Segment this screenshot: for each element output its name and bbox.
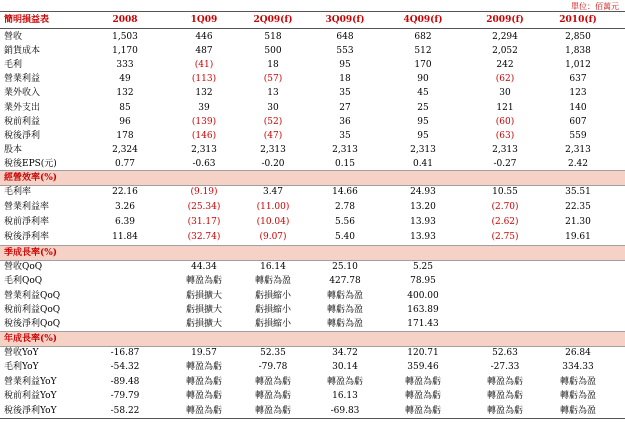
table-cell: 13.93 [410,217,436,227]
table-cell: 512 [414,46,432,57]
table-cell: 132 [195,88,213,99]
table-cell: -79.79 [110,391,140,402]
table-cell: 163.89 [407,304,439,315]
table-cell: (139) [191,116,217,127]
row-label: 稅後淨利QoQ [4,319,61,330]
table-cell: 559 [569,130,587,141]
table-cell: 11.84 [112,232,138,242]
table-cell [475,316,535,332]
table-cell: (146) [191,130,217,141]
unit-note: 單位：佰萬元 [571,2,619,11]
table-cell: 虧損擴大 [185,290,222,301]
table-cell: 52.63 [492,348,518,358]
row-label: 稅後淨利 [4,130,41,141]
table-cell: 2,313 [565,144,591,155]
table-cell: (60) [495,116,515,127]
table-cell: 45 [417,88,429,99]
table-cell: -79.78 [258,362,288,373]
table-cell: 1,012 [565,60,591,71]
row-label: 業外支出 [4,102,41,113]
row-label: 稅後淨利YoY [4,405,57,416]
col-header: 4Q09(f) [403,15,443,25]
table-cell: 27 [339,102,351,113]
row-label: 稅後EPS(元) [4,158,57,169]
table-cell: 21.30 [565,217,591,227]
table-cell: 90 [417,74,429,85]
table-cell: 轉虧為盈 [326,319,363,330]
table-row [0,229,625,245]
table-cell: (32.74) [187,232,221,242]
table-cell: 26.84 [565,348,591,358]
row-label: 稅前利益QoQ [4,304,61,315]
table-cell: 轉盈為虧 [486,376,523,387]
table-cell: 140 [569,102,587,113]
table-cell: 2,313 [410,144,436,155]
table-bottom-rule [0,418,625,419]
table-cell: 18 [339,74,351,85]
table-cell: 44.34 [191,262,217,272]
table-cell: 25.10 [332,262,358,272]
table-cell: 78.95 [410,276,436,287]
table-cell: 虧損縮小 [254,304,291,315]
table-cell: 轉盈為虧 [404,391,441,402]
table-cell: (57) [263,74,283,85]
table-cell: 轉盈為虧 [185,391,222,402]
section-title: 年成長率(%) [4,334,58,344]
section-title: 季成長率(%) [4,248,58,258]
table-cell: (62) [495,74,515,85]
row-label: 稅前淨利率 [4,217,50,227]
table-cell: 95 [417,130,429,141]
table-cell: 虧損縮小 [254,290,291,301]
table-cell: 6.39 [114,217,136,227]
table-cell: 2,313 [260,144,286,155]
table-cell: (47) [263,130,283,141]
table-cell: (63) [495,130,515,141]
row-label: 營業利益QoQ [4,290,61,301]
table-cell: 52.35 [260,348,286,358]
table-cell: 178 [116,130,134,141]
table-row [0,316,625,332]
table-cell: (113) [191,74,217,85]
table-cell: (9.07) [259,232,287,242]
table-cell: 轉盈為虧 [404,405,441,416]
table-cell: -0.63 [192,158,216,169]
table-cell: 2,313 [191,144,217,155]
table-cell: -58.22 [110,405,140,416]
table-cell: 2,294 [492,32,518,42]
row-label: 毛利QoQ [4,276,43,287]
row-label: 稅前利益YoY [4,391,57,402]
table-cell: 49 [119,74,131,85]
table-cell: -69.83 [330,405,360,416]
table-cell: 虧損擴大 [185,304,222,315]
table-cell: 虧損擴大 [185,319,222,330]
table-cell: 123 [569,88,587,99]
table-cell: 648 [336,32,354,42]
table-cell: -54.32 [110,362,140,373]
table-cell: 22.35 [565,202,591,212]
table-cell: (2.62) [491,217,519,227]
table-cell: 35 [339,88,351,99]
table-cell: 5.25 [412,262,434,272]
col-header: 3Q09(f) [325,15,365,25]
table-cell: 132 [116,88,134,99]
table-cell: 34.72 [332,348,358,358]
table-cell: 16.13 [332,391,358,402]
section-title: 經營效率(%) [4,173,58,183]
table-cell: 轉虧為盈 [254,276,291,287]
table-cell: 2,313 [332,144,358,155]
table-cell: -16.87 [110,348,140,358]
row-label: 營收QoQ [4,262,43,272]
table-cell: 轉盈為虧 [404,376,441,387]
table-cell: -89.48 [110,376,140,387]
row-label: 股本 [4,144,23,155]
table-cell: 10.55 [492,187,518,197]
row-label: 營業利益 [4,74,41,85]
table-cell: 96 [119,116,131,127]
table-cell: 400.00 [407,290,439,301]
table-cell: 36 [339,116,351,127]
table-cell: (10.04) [256,217,290,227]
col-header: 2008 [112,15,138,25]
table-cell: 13 [267,88,279,99]
table-cell: 30 [267,102,279,113]
table-cell: 0.15 [334,158,356,169]
table-cell: 3.47 [262,187,284,197]
row-label: 營收 [4,32,23,42]
header-row [0,12,625,28]
table-cell: 轉盈為虧 [254,391,291,402]
table-cell: 121 [496,102,514,113]
table-cell: 35 [339,130,351,141]
table-cell: 轉盈為虧 [254,405,291,416]
table-cell: (52) [263,116,283,127]
table-cell: (41) [194,60,214,71]
table-cell: 30.14 [332,362,358,373]
table-cell: 171.43 [407,319,439,330]
table-cell: 95 [339,60,351,71]
table-cell: (11.00) [256,202,290,212]
table-cell: 1,838 [565,46,591,57]
table-cell: 2,313 [492,144,518,155]
table-cell: 487 [195,46,213,57]
table-cell: 19.57 [191,348,217,358]
table-cell: 39 [198,102,210,113]
table-cell: 轉盈為虧 [486,405,523,416]
table-cell: 轉虧為盈 [559,405,596,416]
table-cell: 轉盈為虧 [486,391,523,402]
row-label: 稅前利益 [4,116,41,127]
table-cell: 虧損縮小 [254,319,291,330]
col-header: 1Q09 [190,15,218,25]
table-cell: 30 [499,88,511,99]
table-row [0,184,625,200]
table-cell: (9.19) [190,187,218,197]
table-cell: 14.66 [332,187,358,197]
table-cell: 轉盈為虧 [185,405,222,416]
table-cell: 25 [417,102,429,113]
table-cell: 170 [414,60,432,71]
table-cell: 19.61 [565,232,591,242]
table-row [0,403,625,419]
table-cell: 120.71 [407,348,439,358]
table-cell: 16.14 [260,262,286,272]
table-cell: (2.75) [491,232,519,242]
table-cell: 5.40 [334,232,356,242]
table-cell: 2.42 [567,158,589,169]
table-cell: -0.20 [261,158,285,169]
table-cell: 500 [264,46,282,57]
table-cell: 2.78 [334,202,356,212]
table-cell: 607 [569,116,587,127]
table-cell: 242 [496,60,514,71]
table-cell: 2,052 [492,46,518,57]
col-header: 2Q09(f) [253,15,293,25]
table-cell: 333 [116,60,134,71]
table-cell: 22.16 [112,187,138,197]
table-cell: 轉盈為虧 [254,376,291,387]
row-label: 銷貨成本 [4,46,41,57]
col-header: 2010(f) [559,15,597,25]
table-cell: -0.27 [493,158,517,169]
table-cell: 轉虧為盈 [559,376,596,387]
row-label: 營收YoY [4,348,39,358]
table-cell: 轉盈為虧 [185,276,222,287]
table-cell: 334.33 [562,362,594,373]
table-cell: 轉盈為虧 [185,376,222,387]
table-cell: 轉盈為虧 [185,362,222,373]
table-cell: 446 [195,32,213,42]
table-cell: 0.41 [412,158,434,169]
table-cell [548,316,608,332]
table-title: 簡明損益表 [4,15,50,25]
row-label: 毛利率 [4,187,32,197]
table-cell: (31.17) [187,217,221,227]
table-cell: 13.20 [410,202,436,212]
row-label: 稅後淨利率 [4,232,50,242]
table-cell: 637 [569,74,587,85]
table-cell: 682 [414,32,432,42]
table-cell: 轉虧為盈 [326,304,363,315]
table-cell: 518 [264,32,282,42]
table-cell: 85 [119,102,131,113]
table-cell: 轉虧為盈 [559,391,596,402]
table-row [0,214,625,230]
table-cell: 427.78 [329,276,361,287]
table-cell: 553 [336,46,354,57]
table-cell: 5.56 [334,217,356,227]
table-cell [95,316,155,332]
table-cell: 35.51 [565,187,591,197]
table-cell: 95 [417,116,429,127]
table-cell: 2,324 [112,144,138,155]
table-cell: 1,170 [112,46,138,57]
row-label: 營業利益率 [4,202,50,212]
table-cell: 轉虧為盈 [326,290,363,301]
table-cell: 2,850 [565,32,591,42]
row-label: 毛利 [4,60,23,71]
table-cell: (25.34) [187,202,221,212]
table-cell: 3.26 [114,202,136,212]
table-cell: -27.33 [490,362,520,373]
table-cell: 18 [267,60,279,71]
table-cell: 轉盈為虧 [326,376,363,387]
table-cell: 1,503 [112,32,138,42]
table-cell: 13.93 [410,232,436,242]
table-cell: 0.77 [114,158,136,169]
table-cell: 24.93 [410,187,436,197]
row-label: 業外收入 [4,88,41,99]
table-cell: 359.46 [407,362,439,373]
col-header: 2009(f) [486,15,524,25]
table-cell: (2.70) [491,202,519,212]
row-label: 營業利益YoY [4,376,57,387]
table-row [0,199,625,215]
row-label: 毛利YoY [4,362,39,373]
